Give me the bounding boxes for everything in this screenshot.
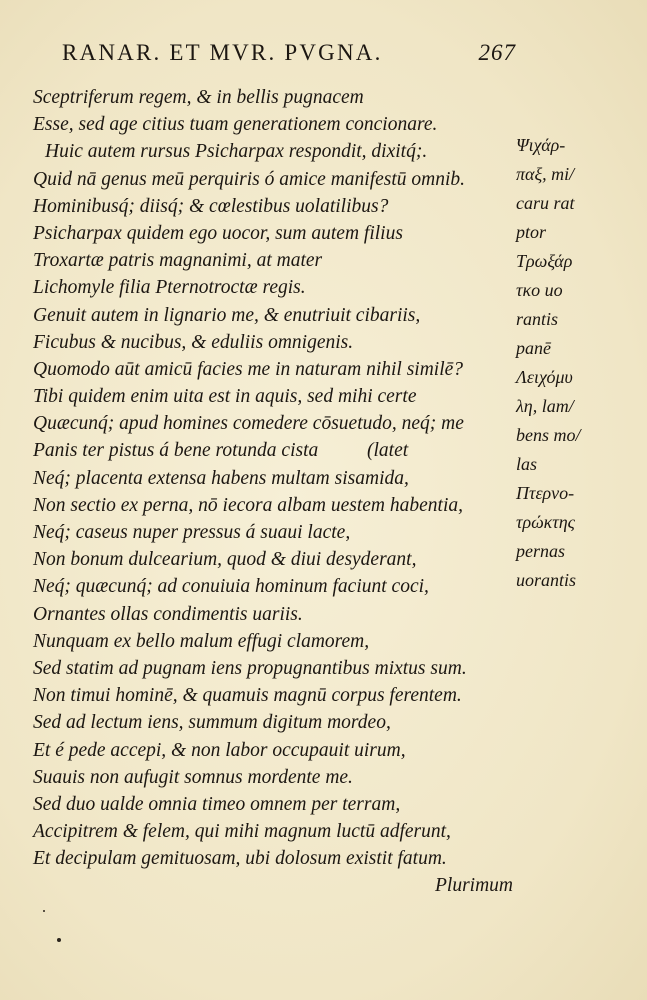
- text-line: Neq́; placenta extensa habens multam sisamida,: [33, 467, 409, 489]
- text-line: Hominibusq́; diisq́; & cœlestibus uolatilibus?: [33, 195, 389, 217]
- text-line: Lichomyle filia Pternotroctæ regis.: [33, 277, 306, 299]
- text-line: Accipitrem & felem, qui mihi magnum luctū adferunt,: [33, 821, 451, 843]
- margin-note: las: [516, 454, 538, 474]
- text-line: Quæcunq́; apud homines comedere cōsuetudo, neq́; me: [33, 413, 464, 435]
- margin-note: τκο uo: [516, 280, 563, 300]
- text-line: Genuit autem in lignario me, & enutriuit cibariis,: [33, 304, 421, 326]
- text-line: Neq́; caseus nuper pressus á suaui lacte,: [33, 522, 351, 543]
- margin-note: Πτερνο-: [516, 483, 575, 503]
- running-head-title: RANAR. ET MVR. PVGNA.: [62, 40, 383, 65]
- text-line: Quid nā genus meū perquiris ó amice manifestū omnib.: [33, 168, 466, 190]
- margin-note: panē: [516, 338, 551, 358]
- text-line: Esse, sed age citius tuam generationem concionare.: [33, 114, 438, 136]
- running-head: [62, 40, 516, 66]
- text-line: Sed duo ualde omnia timeo omnem per terram,: [33, 793, 401, 815]
- margin-note: τρώκτης: [516, 512, 575, 532]
- text-line: Tibi quidem enim uita est in aquis, sed mihi certe: [33, 386, 417, 408]
- marginal-glosses: [516, 131, 626, 595]
- text-line: Et é pede accepi, & non labor occupauit uirum,: [33, 739, 406, 761]
- text-line: Neq́; quæcunq́; ad conuiuia hominum faciunt coci,: [33, 576, 429, 598]
- text-line: Psicharpax quidem ego uocor, sum autem filius: [33, 222, 403, 244]
- margin-note: Ψιχάρ-: [516, 135, 566, 155]
- text-line: Et decipulam gemituosam, ubi dolosum existit fatum.: [33, 848, 447, 870]
- catchword: Plurimum: [435, 875, 513, 897]
- text-line: Troxartæ patris magnanimi, at mater: [33, 250, 323, 272]
- margin-note: uorantis: [516, 570, 577, 590]
- margin-note: Τρωξάρ: [516, 251, 573, 271]
- text-line: Sed statim ad pugnam iens propugnantibus mixtus sum.: [33, 657, 467, 679]
- margin-note: παξ, mi/: [516, 164, 575, 184]
- text-line: Non sectio ex perna, nō iecora albam uestem habentia,: [33, 494, 463, 516]
- text-line: Non bonum dulcearium, quod & diui desyderant,: [33, 549, 417, 571]
- text-line: Panis ter pistus á bene rotunda cista (latet: [33, 440, 409, 462]
- text-line: Huic autem rursus Psicharpax respondit, dixitq́;.: [45, 141, 428, 163]
- page-number: 267: [478, 40, 516, 65]
- ink-speck: [43, 910, 45, 912]
- text-line: Ornantes ollas condimentis uariis.: [33, 603, 303, 625]
- text-line: Non timui hominē, & quamuis magnū corpus ferentem.: [33, 685, 462, 707]
- margin-note: pernas: [516, 541, 565, 561]
- margin-note: ptor: [516, 222, 547, 242]
- margin-note: rantis: [516, 309, 559, 329]
- ink-speck: [57, 938, 61, 942]
- text-line: Suauis non aufugit somnus mordente me.: [33, 766, 353, 788]
- poem-text: [33, 84, 513, 900]
- margin-note: Λειχόμυ: [516, 367, 573, 387]
- text-line: Ficubus & nucibus, & eduliis omnigenis.: [33, 331, 354, 353]
- margin-note: λη, lam/: [516, 396, 574, 416]
- text-line: Quomodo aūt amicū facies me in naturam nihil similē?: [33, 358, 464, 380]
- margin-note: caru rat: [516, 193, 575, 213]
- text-line: Nunquam ex bello malum effugi clamorem,: [33, 630, 370, 652]
- margin-note: bens mo/: [516, 425, 581, 445]
- text-line: Sed ad lectum iens, summum digitum mordeo,: [33, 712, 391, 734]
- text-line: Sceptriferum regem, & in bellis pugnacem: [33, 87, 364, 108]
